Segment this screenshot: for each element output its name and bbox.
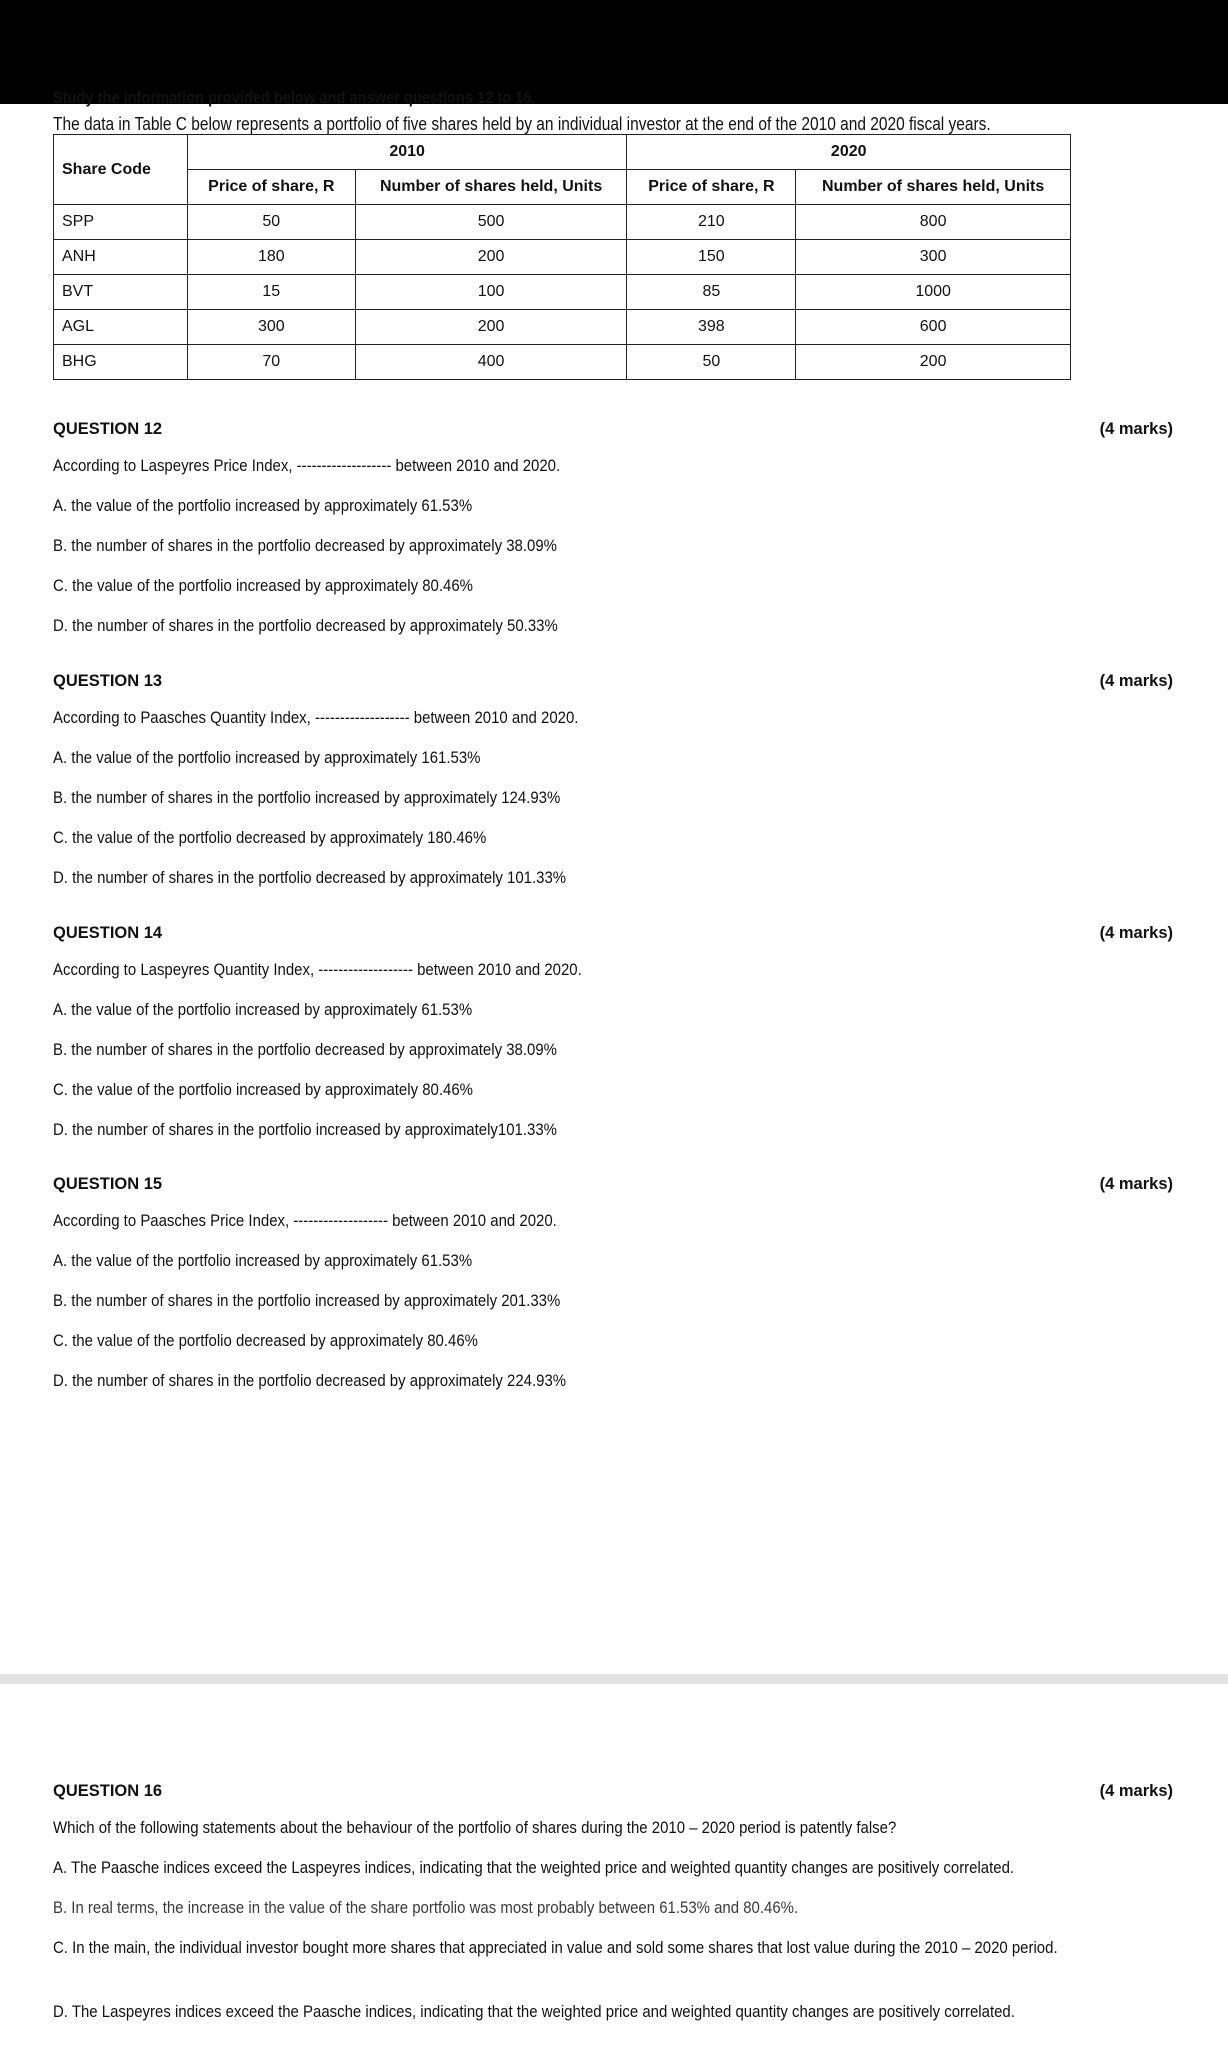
question-14-stem: According to Laspeyres Quantity Index, ------------------- between 2010 and 2020. bbox=[53, 960, 582, 979]
question-15-option-a: A. the value of the portfolio increased by approximately 61.53% bbox=[53, 1251, 473, 1270]
units-2020-header: Number of shares held, Units bbox=[796, 170, 1071, 205]
question-title: QUESTION 14 bbox=[53, 924, 163, 942]
year-2010-header: 2010 bbox=[187, 135, 627, 170]
clipped-instruction: Study the information provided below and answer questions 12 to 16. bbox=[53, 88, 536, 107]
share-code: ANH bbox=[54, 240, 188, 275]
price-2020: 398 bbox=[627, 310, 796, 345]
table-row bbox=[54, 310, 1071, 345]
units-2020: 800 bbox=[796, 205, 1071, 240]
question-marks: (4 marks) bbox=[1099, 672, 1173, 690]
year-2020-header: 2020 bbox=[627, 135, 1071, 170]
question-16-option-a: A. The Paasche indices exceed the Laspeyres indices, indicating that the weighted price and weighted quantity changes are positively correlated. bbox=[53, 1858, 1015, 1877]
question-13-option-b: B. the number of shares in the portfolio increased by approximately 124.93% bbox=[53, 788, 561, 807]
price-2010-header: Price of share, R bbox=[187, 170, 355, 205]
table-row bbox=[54, 205, 1071, 240]
units-2010: 500 bbox=[355, 205, 627, 240]
price-2010: 180 bbox=[187, 240, 355, 275]
question-14-option-d: D. the number of shares in the portfolio increased by approximately101.33% bbox=[53, 1120, 557, 1139]
units-2010: 200 bbox=[355, 310, 627, 345]
price-2020: 85 bbox=[627, 275, 796, 310]
question-15-option-b: B. the number of shares in the portfolio increased by approximately 201.33% bbox=[53, 1291, 561, 1310]
units-2020: 600 bbox=[796, 310, 1071, 345]
price-2020: 210 bbox=[627, 205, 796, 240]
question-15-stem: According to Paasches Price Index, ------------------- between 2010 and 2020. bbox=[53, 1211, 557, 1230]
question-marks: (4 marks) bbox=[1099, 1782, 1173, 1800]
question-12-option-c: C. the value of the portfolio increased by approximately 80.46% bbox=[53, 576, 473, 595]
page-divider bbox=[0, 1674, 1228, 1684]
share-code: BVT bbox=[54, 275, 188, 310]
question-13-stem: According to Paasches Quantity Index, ------------------- between 2010 and 2020. bbox=[53, 708, 579, 727]
question-15-option-d: D. the number of shares in the portfolio decreased by approximately 224.93% bbox=[53, 1371, 567, 1390]
question-13-option-c: C. the value of the portfolio decreased by approximately 180.46% bbox=[53, 828, 487, 847]
share-code: BHG bbox=[54, 345, 188, 380]
question-title: QUESTION 16 bbox=[53, 1782, 163, 1800]
question-marks: (4 marks) bbox=[1099, 1175, 1173, 1193]
question-12-option-a: A. the value of the portfolio increased by approximately 61.53% bbox=[53, 496, 473, 515]
table-header-row bbox=[54, 135, 1071, 170]
share-code: AGL bbox=[54, 310, 188, 345]
share-code: SPP bbox=[54, 205, 188, 240]
table-intro: The data in Table C below represents a portfolio of five shares held by an individual investor at the end of the 2010 and 2020 fiscal years. bbox=[53, 114, 991, 134]
question-16-option-c: C. In the main, the individual investor bought more shares that appreciated in value and sold some shares that lost value during the 2010 – 2020 period. bbox=[53, 1938, 1058, 1957]
question-title: QUESTION 12 bbox=[53, 420, 163, 438]
table-row bbox=[54, 345, 1071, 380]
question-12-header bbox=[53, 420, 1173, 439]
units-2010: 400 bbox=[355, 345, 627, 380]
share-code-header: Share Code bbox=[54, 135, 188, 205]
price-2010: 300 bbox=[187, 310, 355, 345]
question-marks: (4 marks) bbox=[1099, 924, 1173, 942]
question-12-stem: According to Laspeyres Price Index, ------------------- between 2010 and 2020. bbox=[53, 456, 561, 475]
question-16-option-b: B. In real terms, the increase in the value of the share portfolio was most probably between 61.53% and 80.46%. bbox=[53, 1898, 799, 1917]
question-13-option-d: D. the number of shares in the portfolio decreased by approximately 101.33% bbox=[53, 868, 567, 887]
question-title: QUESTION 15 bbox=[53, 1175, 163, 1193]
question-16-stem: Which of the following statements about the behaviour of the portfolio of shares during the 2010 – 2020 period is patently false? bbox=[53, 1818, 897, 1837]
units-2020: 1000 bbox=[796, 275, 1071, 310]
question-16-option-d: D. The Laspeyres indices exceed the Paasche indices, indicating that the weighted price and weighted quantity changes are positively correlated. bbox=[53, 2002, 1015, 2021]
price-2020: 150 bbox=[627, 240, 796, 275]
question-16-header bbox=[53, 1782, 1173, 1801]
units-2010: 200 bbox=[355, 240, 627, 275]
question-title: QUESTION 13 bbox=[53, 672, 163, 690]
question-14-option-b: B. the number of shares in the portfolio decreased by approximately 38.09% bbox=[53, 1040, 557, 1059]
table-row bbox=[54, 275, 1071, 310]
table-subheader-row bbox=[54, 170, 1071, 205]
question-marks: (4 marks) bbox=[1099, 420, 1173, 438]
question-12-option-b: B. the number of shares in the portfolio decreased by approximately 38.09% bbox=[53, 536, 557, 555]
units-2020: 200 bbox=[796, 345, 1071, 380]
question-14-option-c: C. the value of the portfolio increased by approximately 80.46% bbox=[53, 1080, 473, 1099]
price-2010: 50 bbox=[187, 205, 355, 240]
question-15-header bbox=[53, 1175, 1173, 1194]
question-14-option-a: A. the value of the portfolio increased by approximately 61.53% bbox=[53, 1000, 473, 1019]
price-2020: 50 bbox=[627, 345, 796, 380]
price-2020-header: Price of share, R bbox=[627, 170, 796, 205]
table-row bbox=[54, 240, 1071, 275]
units-2010-header: Number of shares held, Units bbox=[355, 170, 627, 205]
question-15-option-c: C. the value of the portfolio decreased by approximately 80.46% bbox=[53, 1331, 478, 1350]
question-14-header bbox=[53, 924, 1173, 943]
price-2010: 15 bbox=[187, 275, 355, 310]
units-2010: 100 bbox=[355, 275, 627, 310]
price-2010: 70 bbox=[187, 345, 355, 380]
units-2020: 300 bbox=[796, 240, 1071, 275]
question-13-header bbox=[53, 672, 1173, 691]
question-13-option-a: A. the value of the portfolio increased by approximately 161.53% bbox=[53, 748, 481, 767]
question-12-option-d: D. the number of shares in the portfolio decreased by approximately 50.33% bbox=[53, 616, 558, 635]
portfolio-table bbox=[53, 134, 1071, 380]
